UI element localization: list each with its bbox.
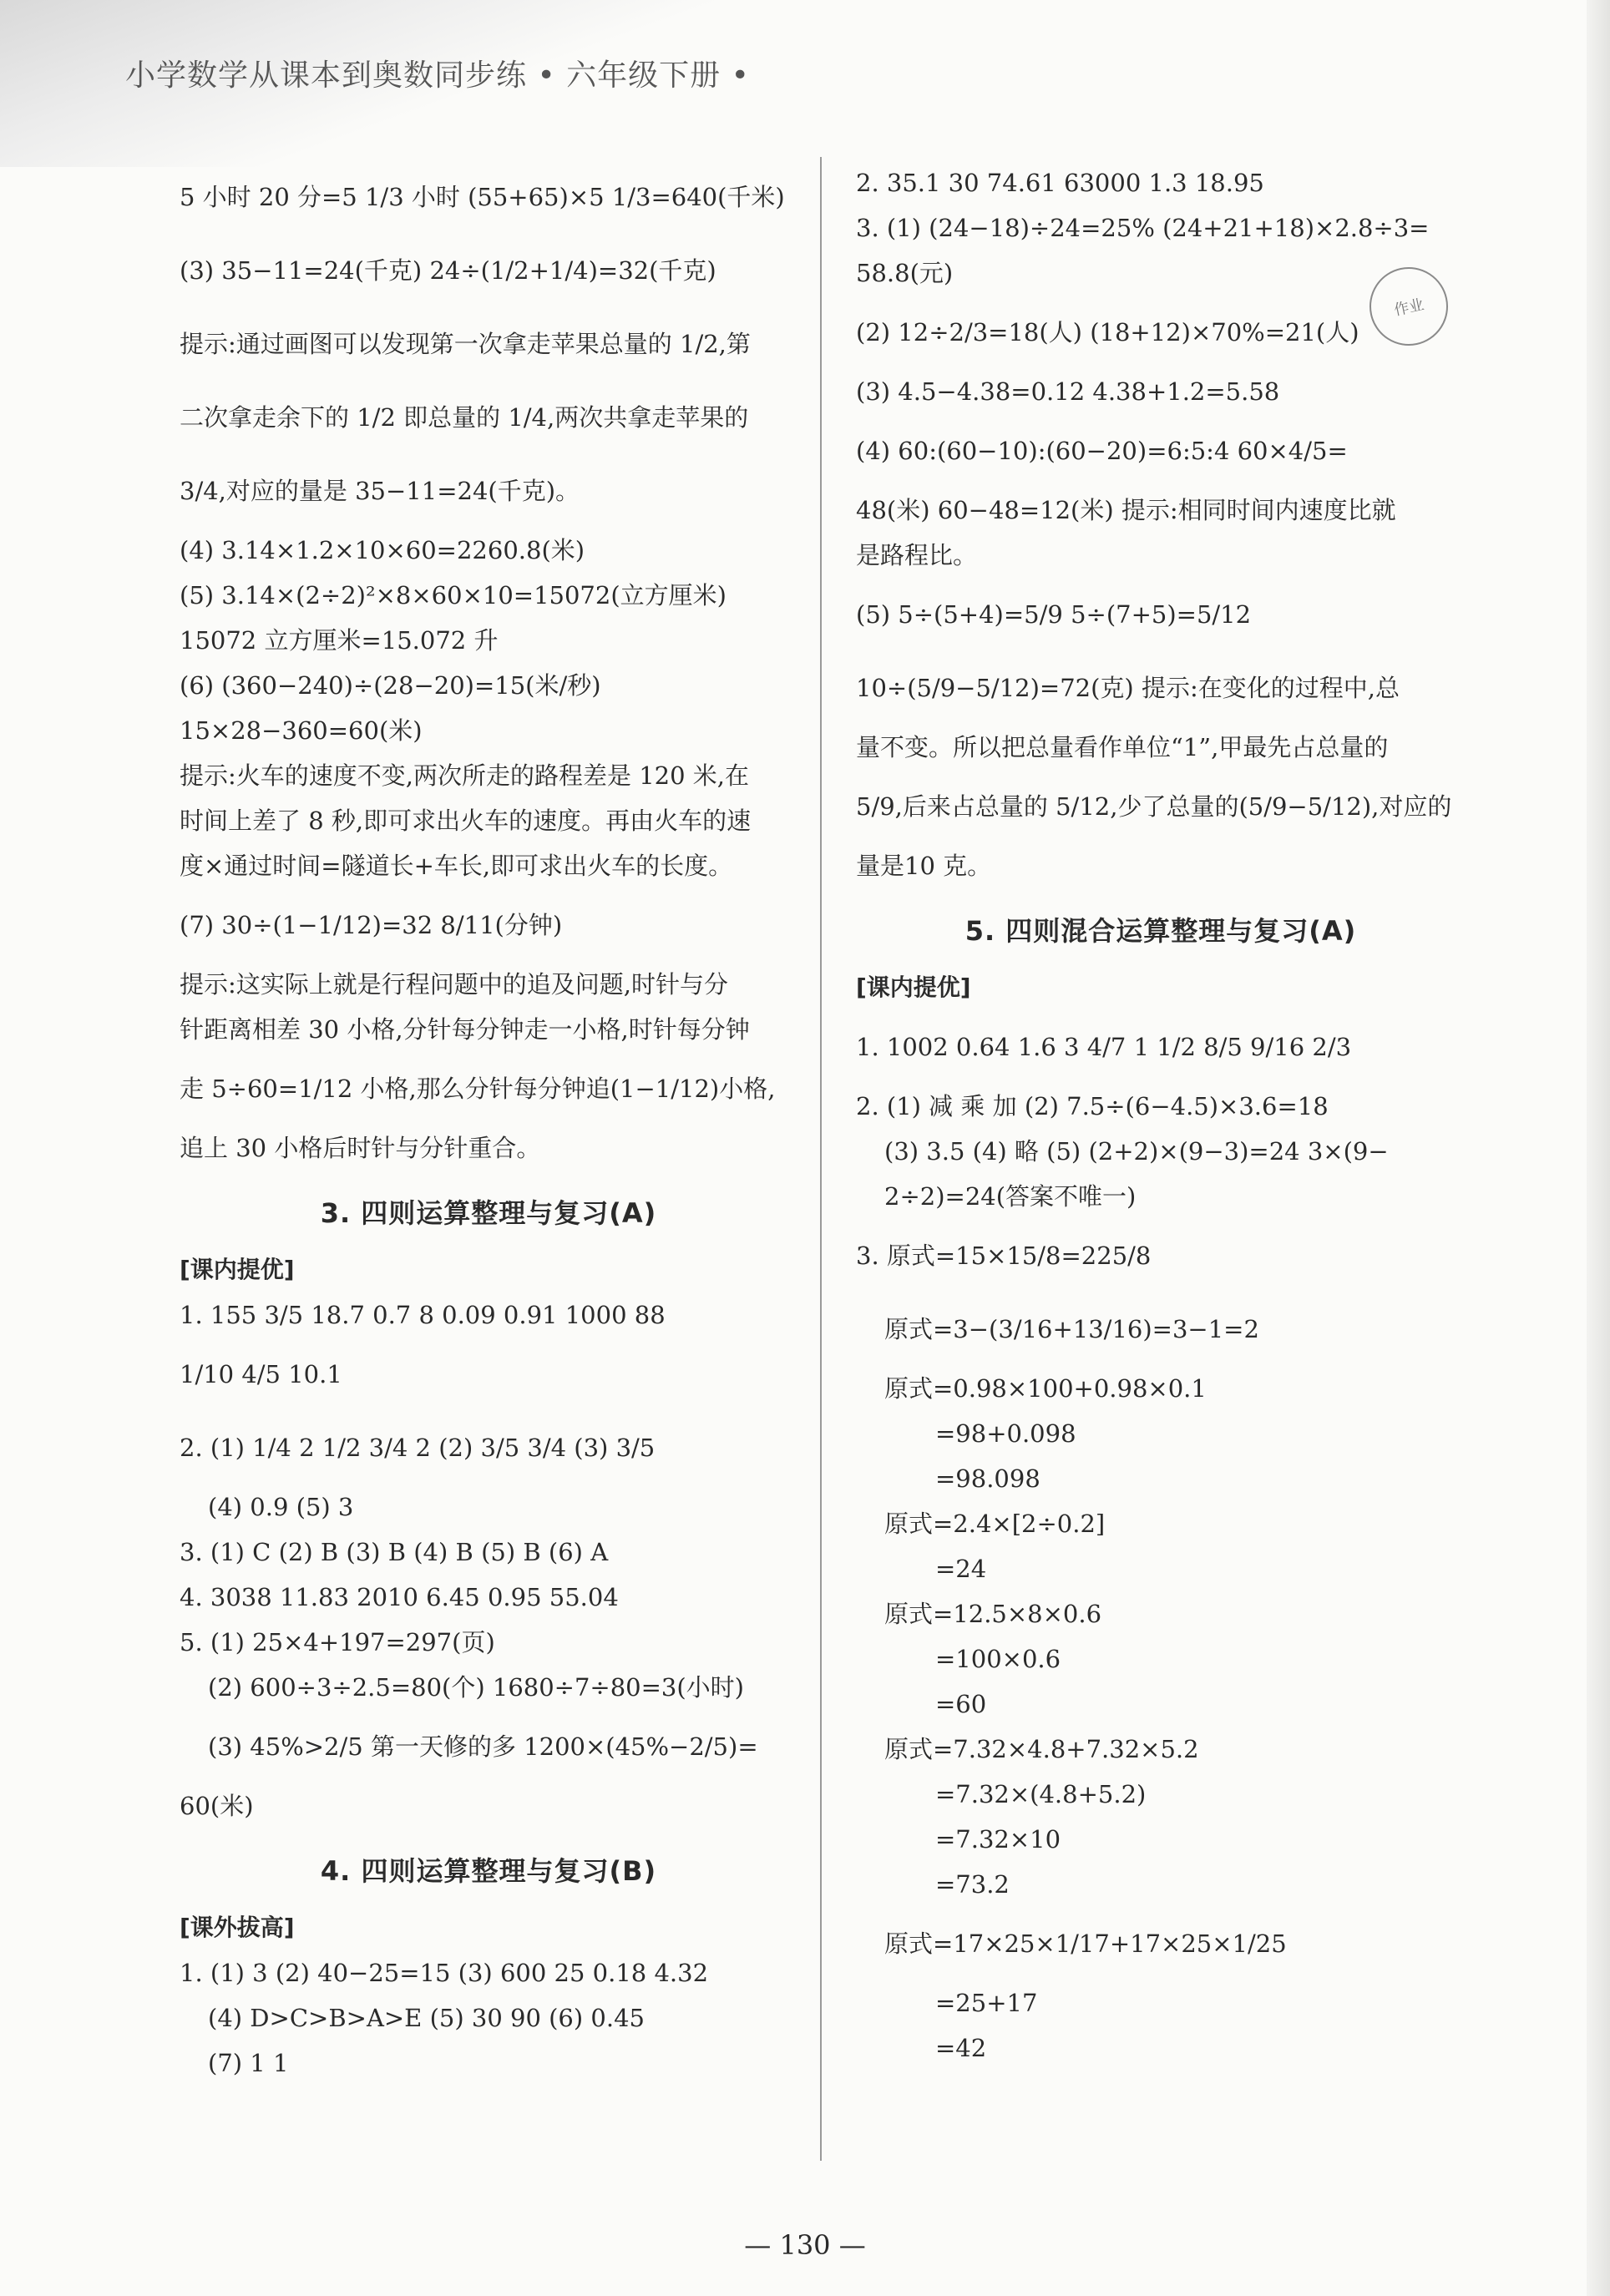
section-tag: [课外拔高] bbox=[180, 1914, 295, 1941]
hint-line: 走 5÷60=1/12 小格,那么分针每分钟追(1−1/12)小格, bbox=[180, 1075, 776, 1103]
page-edge bbox=[1587, 0, 1610, 2296]
answer-line: 1. 1002 0.64 1.6 3 4/7 1 1/2 8/5 9/16 2/3 bbox=[856, 1033, 1352, 1061]
page-header: 小学数学从课本到奥数同步练 • 六年级下册 • bbox=[125, 58, 750, 93]
hint-line: 3/4,对应的量是 35−11=24(千克)。 bbox=[180, 477, 580, 505]
answer-line: 5. (1) 25×4+197=297(页) bbox=[180, 1628, 495, 1656]
answer-line: =100×0.6 bbox=[935, 1645, 1061, 1673]
answer-line: 15×28−360=60(米) bbox=[180, 716, 423, 745]
answer-line: 3. (1) (24−18)÷24=25% (24+21+18)×2.8÷3= bbox=[856, 214, 1430, 242]
answer-line: 1/10 4/5 10.1 bbox=[180, 1360, 342, 1388]
answer-line: =60 bbox=[935, 1690, 987, 1718]
answer-line: (7) 30÷(1−1/12)=32 8/11(分钟) bbox=[180, 911, 563, 939]
answer-line: (4) D>C>B>A>E (5) 30 90 (6) 0.45 bbox=[208, 2004, 645, 2032]
section-title: 4. 四则运算整理与复习(B) bbox=[320, 1855, 657, 1887]
section-tag: [课内提优] bbox=[180, 1256, 295, 1283]
answer-line: (3) 35−11=24(千克) 24÷(1/2+1/4)=32(千克) bbox=[180, 256, 716, 285]
section-tag: [课内提优] bbox=[856, 974, 971, 1001]
column-divider bbox=[820, 157, 822, 2161]
answer-line: 3. 原式=15×15/8=225/8 bbox=[856, 1242, 1152, 1270]
hint-line: 量不变。所以把总量看作单位“1”,甲最先占总量的 bbox=[856, 733, 1389, 761]
answer-line: 3. (1) C (2) B (3) B (4) B (5) B (6) A bbox=[180, 1538, 609, 1566]
hint-line: 10÷(5/9−5/12)=72(克) 提示:在变化的过程中,总 bbox=[856, 674, 1400, 702]
answer-line: (2) 12÷2/3=18(人) (18+12)×70%=21(人) bbox=[856, 318, 1359, 346]
answer-line: 原式=7.32×4.8+7.32×5.2 bbox=[884, 1735, 1199, 1763]
answer-line: 4. 3038 11.83 2010 6.45 0.95 55.04 bbox=[180, 1583, 619, 1611]
answer-line: 原式=17×25×1/17+17×25×1/25 bbox=[884, 1929, 1287, 1958]
answer-line: 2. 35.1 30 74.61 63000 1.3 18.95 bbox=[856, 169, 1264, 197]
answer-line: (5) 5÷(5+4)=5/9 5÷(7+5)=5/12 bbox=[856, 600, 1252, 629]
hint-line: 针距离相差 30 小格,分针每分钟走一小格,时针每分钟 bbox=[180, 1015, 750, 1044]
answer-line: (6) (360−240)÷(28−20)=15(米/秒) bbox=[180, 671, 601, 700]
hint-line: 追上 30 小格后时针与分针重合。 bbox=[180, 1134, 541, 1162]
answer-line: 是路程比。 bbox=[856, 541, 978, 569]
hint-line: 提示:火车的速度不变,两次所走的路程差是 120 米,在 bbox=[180, 761, 749, 790]
answer-line: 1. (1) 3 (2) 40−25=15 (3) 600 25 0.18 4.32 bbox=[180, 1959, 709, 1987]
hint-line: 提示:通过画图可以发现第一次拿走苹果总量的 1/2,第 bbox=[180, 330, 751, 358]
answer-line: =98+0.098 bbox=[935, 1419, 1076, 1448]
answer-line: (3) 45%>2/5 第一天修的多 1200×(45%−2/5)= bbox=[208, 1732, 758, 1761]
hint-line: 提示:这实际上就是行程问题中的追及问题,时针与分 bbox=[180, 970, 728, 999]
answer-line: (4) 3.14×1.2×10×60=2260.8(米) bbox=[180, 536, 585, 564]
answer-line: 原式=12.5×8×0.6 bbox=[884, 1600, 1102, 1628]
right-column bbox=[856, 160, 1466, 2071]
answer-line: =73.2 bbox=[935, 1870, 1010, 1899]
answer-line: 58.8(元) bbox=[856, 259, 954, 287]
hint-line: 时间上差了 8 秒,即可求出火车的速度。再由火车的速 bbox=[180, 807, 752, 835]
answer-line: =24 bbox=[935, 1555, 987, 1583]
answer-line: 原式=3−(3/16+13/16)=3−1=2 bbox=[884, 1315, 1259, 1343]
answer-line: =7.32×(4.8+5.2) bbox=[935, 1780, 1147, 1808]
answer-line: =25+17 bbox=[935, 1989, 1038, 2017]
watermark-stamp: 作业 bbox=[1362, 260, 1455, 352]
answer-line: (2) 600÷3÷2.5=80(个) 1680÷7÷80=3(小时) bbox=[208, 1673, 744, 1702]
answer-line: 原式=2.4×[2÷0.2] bbox=[884, 1510, 1106, 1538]
hint-line: 5/9,后来占总量的 5/12,少了总量的(5/9−5/12),对应的 bbox=[856, 792, 1452, 821]
section-title: 3. 四则运算整理与复习(A) bbox=[320, 1197, 657, 1229]
hint-line: 量是10 克。 bbox=[856, 852, 992, 880]
answer-line: =7.32×10 bbox=[935, 1825, 1061, 1853]
section-title: 5. 四则混合运算整理与复习(A) bbox=[964, 915, 1357, 947]
answer-line: 2÷2)=24(答案不唯一) bbox=[884, 1182, 1137, 1211]
answer-line: =98.098 bbox=[935, 1464, 1040, 1493]
answer-line: (5) 3.14×(2÷2)²×8×60×10=15072(立方厘米) bbox=[180, 581, 727, 609]
answer-line: 2. (1) 减 乘 加 (2) 7.5÷(6−4.5)×3.6=18 bbox=[856, 1092, 1329, 1120]
answer-line: (3) 4.5−4.38=0.12 4.38+1.2=5.58 bbox=[856, 377, 1280, 406]
answer-line: 1. 155 3/5 18.7 0.7 8 0.09 0.91 1000 88 bbox=[180, 1301, 666, 1329]
page-number: — 130 — bbox=[744, 2229, 866, 2261]
answer-line: 48(米) 60−48=12(米) 提示:相同时间内速度比就 bbox=[856, 496, 1396, 524]
answer-line: =42 bbox=[935, 2034, 987, 2062]
hint-line: 度×通过时间=隧道长+车长,即可求出火车的长度。 bbox=[180, 852, 733, 880]
answer-line: 2. (1) 1/4 2 1/2 3/4 2 (2) 3/5 3/4 (3) 3/5 bbox=[180, 1434, 656, 1462]
answer-line: (7) 1 1 bbox=[208, 2049, 289, 2077]
answer-line: 原式=0.98×100+0.98×0.1 bbox=[884, 1374, 1207, 1403]
answer-line: 60(米) bbox=[180, 1792, 254, 1820]
answer-line: 5 小时 20 分=5 1/3 小时 (55+65)×5 1/3=640(千米) bbox=[180, 183, 785, 211]
answer-line: 15072 立方厘米=15.072 升 bbox=[180, 626, 499, 655]
hint-line: 二次拿走余下的 1/2 即总量的 1/4,两次共拿走苹果的 bbox=[180, 403, 749, 432]
answer-line: (4) 60:(60−10):(60−20)=6:5:4 60×4/5= bbox=[856, 437, 1348, 465]
answer-line: (3) 3.5 (4) 略 (5) (2+2)×(9−3)=24 3×(9− bbox=[884, 1137, 1389, 1166]
left-column bbox=[180, 160, 797, 2086]
answer-line: (4) 0.9 (5) 3 bbox=[208, 1493, 354, 1521]
